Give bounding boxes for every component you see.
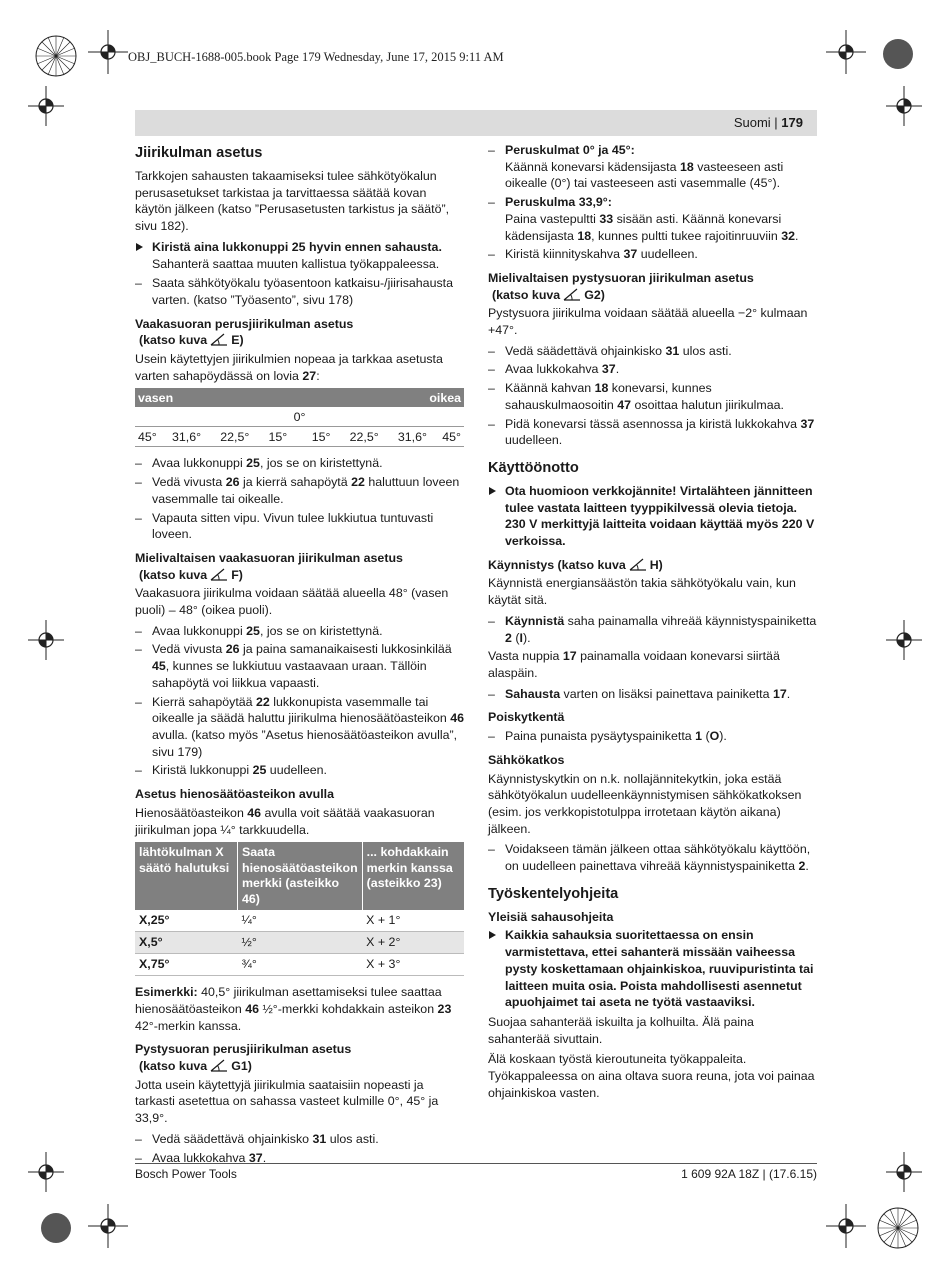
crosshair-bottom-left-icon: [88, 1204, 128, 1248]
list-item: – Kierrä sahapöytää 22 lukkonupista vasemmalle tai oikealle ja säädä haluttu jiirikulma hienosäätöasteikon 46 avulla. (katso myös ”Asetus hienosäätöasteikon avulla”, sivu 179): [135, 694, 465, 761]
header-language: Suomi: [733, 115, 771, 130]
subsection-title: Mielivaltaisen pystysuoran jiirikulman asetus (katso kuva G2): [488, 270, 754, 302]
header-text: [734, 115, 803, 130]
table-row: X,25° ¼° X + 1°: [135, 910, 464, 932]
subsection-title: Yleisiä sahausohjeita: [488, 909, 614, 924]
table-center-value: 0°: [135, 407, 464, 427]
crosshair-bottom-right-icon: [826, 1204, 866, 1248]
crosshair-top-right-icon: [826, 30, 866, 74]
list-item: – Vedä vivusta 26 ja kierrä sahapöytä 22 haluttuun loveen vasemmalle tai oikealle.: [135, 474, 465, 507]
subsection-title: Sähkökatkos: [488, 752, 565, 767]
list-item: – Avaa lukkonuppi 25, jos se on kiristettynä.: [135, 623, 465, 640]
table-header: lähtökulman X säätö halutuksi: [135, 842, 238, 910]
example-paragraph: Esimerkki: 40,5° jiirikulman asettamiseksi tulee saattaa hienosäätöasteikon 46 ½°-merkki kohdakkain asteikon 23 42°-merkin kanssa.: [135, 985, 452, 1033]
list-item: – Avaa lukkokahva 37.: [135, 1150, 465, 1167]
table-header-right: oikea: [299, 388, 464, 407]
list-item: – Peruskulmat 0° ja 45°: Käännä konevarsi kädensijasta 18 vasteeseen asti oikealle (0°) tai vasteeseen asti vasemmalle (45°).: [488, 142, 818, 192]
registration-dot-top-right-icon: [880, 36, 916, 72]
subsection-title: Mielivaltaisen vaakasuoran jiirikulman asetus (katso kuva F): [135, 550, 403, 582]
registration-mark-bottom-right-icon: [862, 1192, 934, 1264]
table-row: X,75° ¾° X + 3°: [135, 954, 464, 976]
page-number: 179: [781, 115, 803, 130]
paragraph: Pystysuora jiirikulma voidaan säätää alueella −2° kulmaan +47°.: [488, 306, 808, 338]
table-header-left: vasen: [135, 388, 299, 407]
table-row: 45° 31,6° 22,5° 15° 15° 22,5° 31,6° 45°: [135, 427, 464, 447]
right-column: [488, 142, 818, 1105]
crosshair-top-left-icon: [88, 30, 128, 74]
list-item: – Vapauta sitten vipu. Vivun tulee lukkiutua tuntuvasti loveen.: [135, 510, 465, 543]
warning-arrow-icon: [489, 487, 496, 495]
header-separator: |: [770, 115, 782, 130]
list-item: – Avaa lukkonuppi 25, jos se on kiristettynä.: [135, 455, 465, 472]
list-item: – Sahausta varten on lisäksi painettava painiketta 17.: [488, 686, 818, 703]
footer-doc-number: 1 609 92A 18Z | (17.6.15): [681, 1167, 817, 1181]
figure-reference-icon: [210, 1059, 228, 1072]
paragraph: Jotta usein käytettyjä jiirikulmia saataisiin nopeasti ja tarkasti asetettua on sahassa vasteet kulmille 0°, 45° ja 33,9°.: [135, 1077, 439, 1126]
crosshair-left-top-icon: [28, 86, 64, 126]
angle-table: [135, 388, 464, 447]
list-item: – Avaa lukkokahva 37.: [488, 361, 818, 378]
list-item: – Kiristä lukkonuppi 25 uudelleen.: [135, 762, 465, 779]
table-row: X,5° ½° X + 2°: [135, 932, 464, 954]
page-header: [135, 110, 817, 136]
fine-adjustment-table: [135, 842, 464, 976]
list-item: – Saata sähkötyökalu työasentoon katkaisu-/jiirisahausta varten. (katso ”Työasento”, sivu 178): [135, 275, 465, 308]
paragraph: Usein käytettyjen jiirikulmien nopeaa ja tarkkaa asetusta varten sahapöydässä on lovia 27:: [135, 352, 443, 383]
table-header: Saata hienosäätöasteikon merkki (asteikko 46): [238, 842, 363, 910]
list-item: – Voidakseen tämän jälkeen ottaa sähkötyökalu käyttöön, on uudelleen painettava vihreää käynnistyspainiketta 2.: [488, 841, 818, 874]
figure-reference-icon: [210, 333, 228, 346]
print-info: OBJ_BUCH-1688-005.book Page 179 Wednesday, June 17, 2015 9:11 AM: [128, 50, 504, 64]
paragraph: Tarkkojen sahausten takaamiseksi tulee sähkötyökalun perusasetukset tarkistaa ja tarvittaessa säätää kovan käytön jälkeen (katso ”Perusasetusten tarkistus ja säätö”, sivu 182).: [135, 169, 450, 234]
warning-item: Ota huomioon verkkojännite! Virtalähteen jännitteen tulee vastata laitteen tyyppikilvessä olevia tietoja. 230 V merkittyjä laitteita voidaan käyttää myös 220 V verkoissa.: [488, 483, 818, 550]
section-title-miter: Jiirikulman asetus: [135, 145, 263, 161]
crosshair-right-middle-icon: [886, 620, 922, 660]
list-item: – Käynnistä saha painamalla vihreää käynnistyspainiketta 2 (I).: [488, 613, 818, 646]
list-item: – Vedä säädettävä ohjainkisko 31 ulos asti.: [135, 1131, 465, 1148]
paragraph: Käynnistä energiansäästön takia sähkötyökalu vain, kun käytät sitä.: [488, 576, 796, 608]
list-item: – Vedä vivusta 26 ja paina samanaikaisesti lukkosinkilää 45, kunnes se lukkiutuu vastaavaan uraan. Tällöin sahapöytä voi liikkua vapaasti.: [135, 641, 465, 691]
section-title-work-tips: Työskentelyohjeita: [488, 885, 619, 902]
paragraph: Älä koskaan työstä kieroutuneita työkappaleita. Työkappaleessa on aina oltava suora reuna, jota voi painaa ohjainkiskoa vasten.: [488, 1052, 815, 1100]
section-title-startup: Käyttöönotto: [488, 459, 579, 476]
subsection-title: Vaakasuoran perusjiirikulman asetus (katso kuva E): [135, 316, 354, 348]
registration-dot-bottom-left-icon: [38, 1210, 74, 1246]
paragraph: Hienosäätöasteikon 46 avulla voit säätää vaakasuoran jiirikulman jopa ¼° tarkkuudella.: [135, 805, 435, 837]
warning-item: Kaikkia sahauksia suoritettaessa on ensin varmistettava, ettei sahanterä missään vaiheessa pysty koskettamaan ohjainkiskoa, ruuvipuristinta tai laitteen muita osia. Poista mahdollisesti asennetut apuohjaimet tai aseta ne työtä vastaaviksi.: [488, 927, 818, 1011]
subsection-title: Poiskytkentä: [488, 710, 565, 725]
registration-mark-top-left-icon: [20, 20, 92, 92]
subsection-title: Käynnistys (katso kuva H): [488, 557, 663, 572]
list-item: – Pidä konevarsi tässä asennossa ja kiristä lukkokahva 37 uudelleen.: [488, 416, 818, 449]
list-item: – Kiristä kiinnityskahva 37 uudelleen.: [488, 246, 818, 263]
left-column: [135, 142, 465, 1168]
paragraph: Käynnistyskytkin on n.k. nollajännitekytkin, joka estää sähkötyökalun uudelleenkäynnistymisen sähkökatkoksen (esim. jos verkkopistotulppa irrotetaan käytön aikana) jälkeen.: [488, 771, 802, 836]
table-header: ... kohdakkain merkin kanssa (asteikko 23): [362, 842, 464, 910]
list-item: – Vedä säädettävä ohjainkisko 31 ulos asti.: [488, 343, 818, 360]
figure-reference-icon: [563, 288, 581, 301]
figure-reference-icon: [210, 568, 228, 581]
warning-item: Kiristä aina lukkonuppi 25 hyvin ennen sahausta. Sahanterä saattaa muuten kallistua työkappaleessa.: [135, 239, 465, 272]
list-item: – Paina punaista pysäytyspainiketta 1 (O).: [488, 728, 818, 745]
footer-brand: Bosch Power Tools: [135, 1167, 237, 1181]
list-item: – Peruskulma 33,9°: Paina vastepultti 33 sisään asti. Käännä konevarsi kädensijasta 18, kunnes pultti tukee rajoitinruuviin 32.: [488, 194, 818, 244]
subsection-title: Pystysuoran perusjiirikulman asetus (katso kuva G1): [135, 1042, 352, 1074]
paragraph: Suojaa sahanterää iskuilta ja kolhuilta. Älä paina sahanterää sivuttain.: [488, 1014, 754, 1046]
list-item: – Käännä kahvan 18 konevarsi, kunnes sahauskulmaosoitin 47 osoittaa halutun jiirikulmaa.: [488, 380, 818, 413]
crosshair-right-top-icon: [886, 86, 922, 126]
warning-arrow-icon: [489, 931, 496, 939]
warning-arrow-icon: [136, 243, 143, 251]
paragraph: Vaakasuora jiirikulma voidaan säätää alueella 48° (vasen puoli) – 48° (oikea puoli).: [135, 586, 449, 618]
footer-divider: [135, 1163, 817, 1164]
subsection-title: Asetus hienosäätöasteikon avulla: [135, 787, 335, 802]
paragraph: Vasta nuppia 17 painamalla voidaan konevarsi siirtää alaspäin.: [488, 649, 780, 680]
figure-reference-icon: [629, 558, 647, 571]
crosshair-left-bottom-icon: [28, 1152, 64, 1192]
crosshair-right-bottom-icon: [886, 1152, 922, 1192]
crosshair-left-middle-icon: [28, 620, 64, 660]
